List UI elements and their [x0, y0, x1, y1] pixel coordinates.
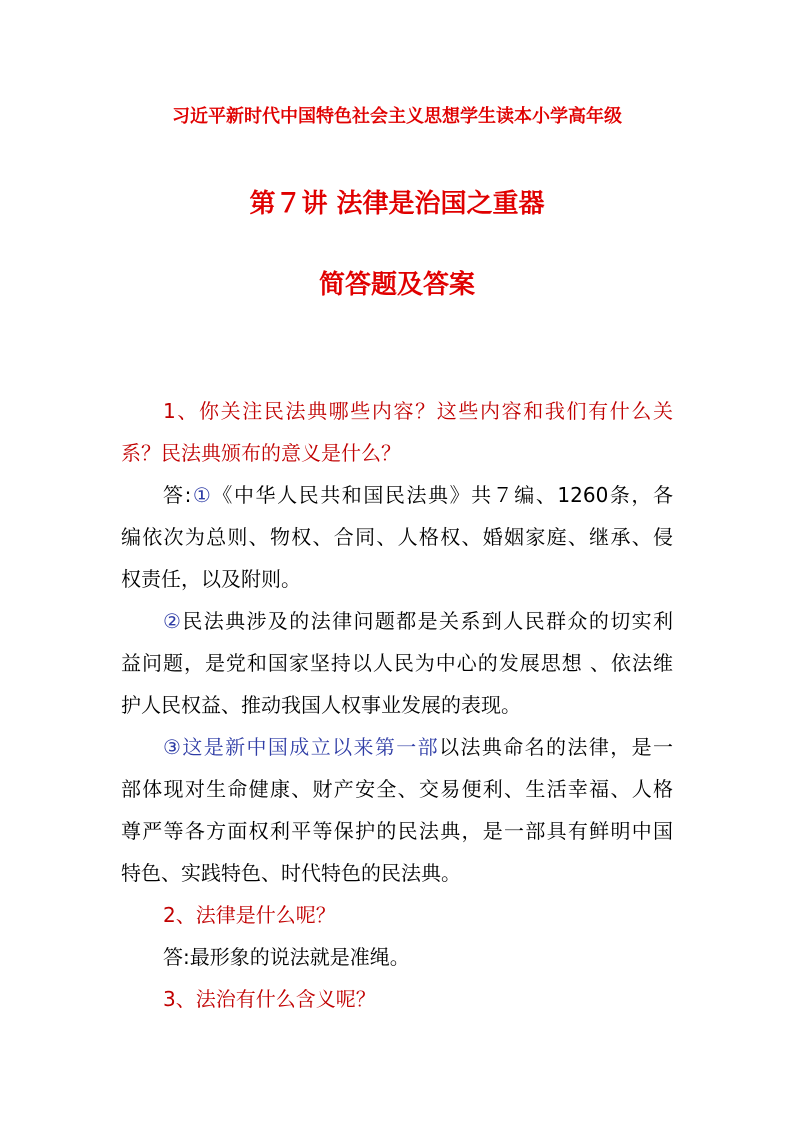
question-3: 3、法治有什么含义呢？ [163, 987, 376, 1011]
answer-1-part-3-line-1 [121, 726, 673, 768]
answer-2: 答:最形象的说法就是准绳。 [163, 945, 410, 969]
question-2: 2、法律是什么呢？ [163, 903, 336, 927]
answer-1-part-3-line-4: 特色、实践特色、时代特色的民法典。 [121, 861, 461, 885]
answer-1-part-1-line-3: 权责任，以及附则。 [121, 567, 301, 591]
answer-1-part-1-line-1 [121, 474, 673, 516]
question-1-line-2: 系？民法典颁布的意义是什么？ [121, 441, 401, 465]
circled-number-2: ② [163, 609, 183, 633]
answer-prefix: 答: [163, 483, 192, 507]
answer-1-part-2-line-1 [121, 600, 673, 642]
highlighted-text: 这是新中国成立以来第一部 [182, 735, 440, 759]
answer-text: 民法典涉及的法律问题都是关系到人民群众的切实利 [182, 609, 673, 633]
answer-text: 以法典命名的法律，是一 [439, 735, 674, 759]
question-1-line-1: 1、你关注民法典哪些内容？这些内容和我们有什么关 [163, 399, 673, 423]
circled-number-3: ③ [163, 735, 183, 759]
series-title: 习近平新时代中国特色社会主义思想学生读本小学高年级 [172, 106, 622, 127]
circled-number-1: ① [191, 483, 213, 507]
answer-1-part-2-line-3: 护人民权益、推动我国人权事业发展的表现。 [121, 693, 521, 717]
lesson-title: 第７讲 法律是治国之重器 [249, 189, 545, 219]
answer-1-part-1-line-2: 编依次为总则、物权、合同、人格权、婚姻家庭、继承、侵 [121, 525, 673, 549]
answer-1-part-3-line-2: 部体现对生命健康、财产安全、交易便利、生活幸福、人格 [121, 777, 673, 801]
section-subtitle: 简答题及答案 [318, 270, 475, 300]
answer-text: 《中华人民共和国民法典》共７编、1260条，各 [212, 483, 673, 507]
answer-1-part-2-line-2: 益问题，是党和国家坚持以人民为中心的发展思想 、依法维 [121, 651, 673, 675]
document-body [121, 390, 673, 1020]
answer-1-part-3-line-3: 尊严等各方面权利平等保护的民法典，是一部具有鲜明中国 [121, 819, 673, 843]
